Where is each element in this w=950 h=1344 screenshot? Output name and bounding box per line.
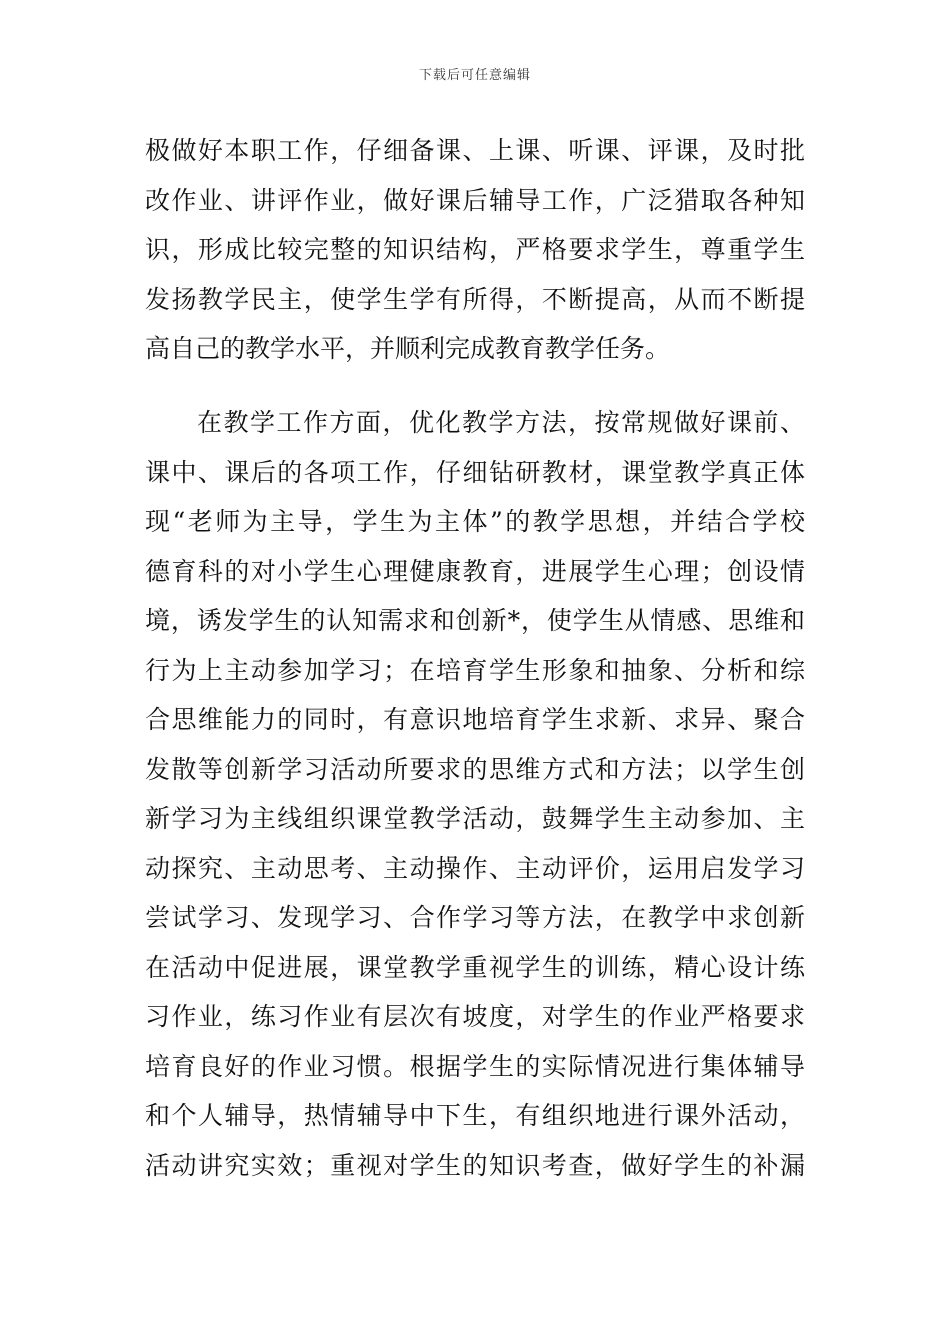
paragraph-line: 识，形成比较完整的知识结构，严格要求学生，尊重学生 <box>145 235 805 264</box>
paragraph-line: 活动讲究实效；重视对学生的知识考查，做好学生的补漏 <box>145 1150 805 1180</box>
paragraph-line: 合思维能力的同时，有意识地培育学生求新、求异、聚合 <box>145 705 805 734</box>
paragraph-line: 境，诱发学生的认知需求和创新*，使学生从情感、思维和 <box>145 606 805 635</box>
paragraph-1 <box>145 126 805 374</box>
paragraph-line: 和个人辅导，热情辅导中下生，有组织地进行课外活动， <box>145 1101 805 1130</box>
header-note: 下载后可任意编辑 <box>418 68 531 83</box>
paragraph-2 <box>145 398 805 1190</box>
paragraph-line: 尝试学习、发现学习、合作学习等方法，在教学中求创新 <box>145 903 805 932</box>
paragraph-line: 改作业、讲评作业，做好课后辅导工作，广泛猎取各种知 <box>145 185 805 215</box>
paragraph-line: 新学习为主线组织课堂教学活动，鼓舞学生主动参加、主 <box>145 804 805 833</box>
paragraph-line: 在教学工作方面，优化教学方法，按常规做好课前、 <box>197 408 805 437</box>
paragraph-line: 极做好本职工作，仔细备课、上课、听课、评课，及时批 <box>145 136 805 165</box>
paragraph-line: 发扬教学民主，使学生学有所得，不断提高，从而不断提 <box>145 284 805 314</box>
paragraph-line: 德育科的对小学生心理健康教育，进展学生心理；创设情 <box>145 556 805 586</box>
paragraph-line: 在活动中促进展，课堂教学重视学生的训练，精心设计练 <box>145 952 805 982</box>
paragraph-line: 课中、课后的各项工作，仔细钻研教材，课堂教学真正体 <box>145 457 805 487</box>
paragraph-line: 行为上主动参加学习；在培育学生形象和抽象、分析和综 <box>145 655 805 685</box>
paragraph-line: 发散等创新学习活动所要求的思维方式和方法；以学生创 <box>145 754 805 784</box>
paragraph-line: 现“老师为主导，学生为主体”的教学思想，并结合学校 <box>145 507 805 536</box>
paragraph-line: 培育良好的作业习惯。根据学生的实际情况进行集体辅导 <box>145 1051 805 1081</box>
paragraph-line: 动探究、主动思考、主动操作、主动评价，运用启发学习 <box>145 853 805 883</box>
paragraph-line: 高自己的教学水平，并顺利完成教育教学任务。 <box>145 334 671 363</box>
paragraph-line: 习作业，练习作业有层次有坡度，对学生的作业严格要求 <box>145 1002 805 1031</box>
